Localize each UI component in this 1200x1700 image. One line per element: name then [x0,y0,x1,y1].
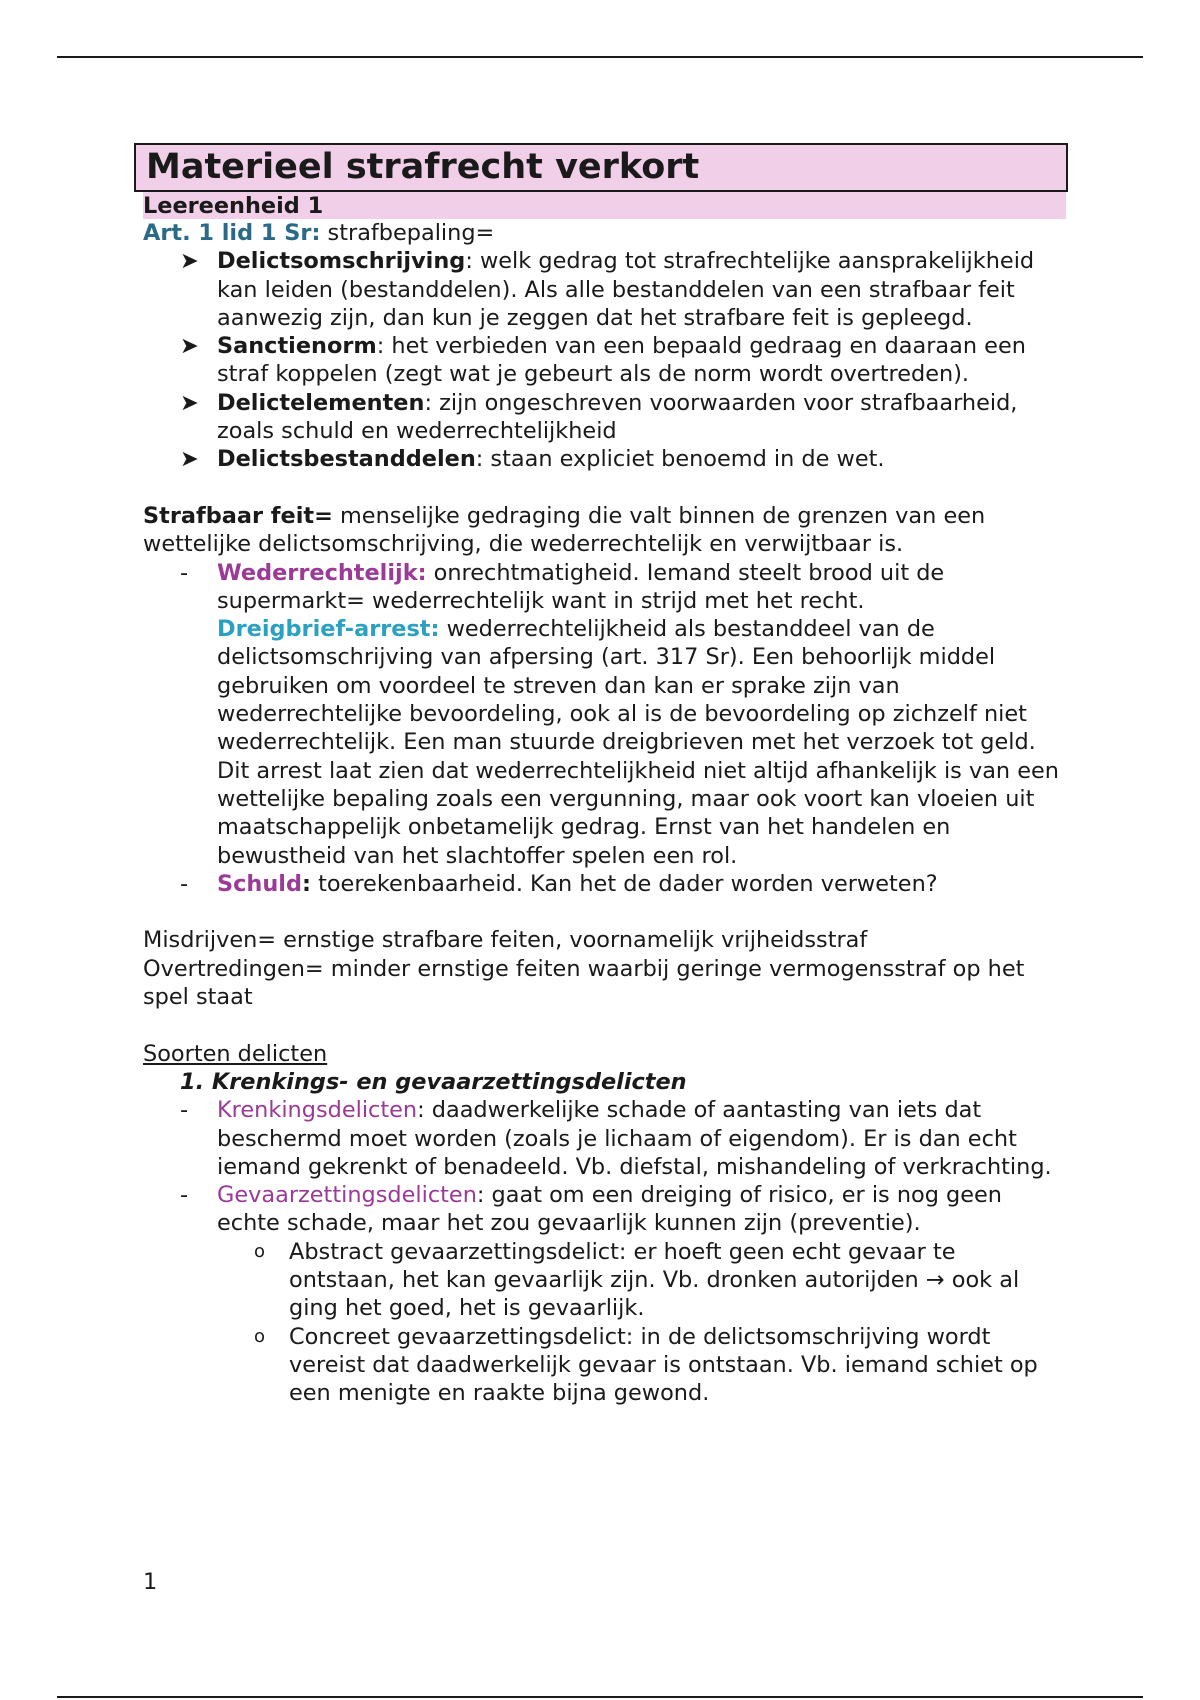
article-reference: Art. 1 lid 1 Sr: [143,220,321,246]
document-title: Materieel strafrecht verkort [146,147,700,187]
dreigbrief-arrest-text: wederrechtelijkheid als bestanddeel van de delictsomschrijving van afpersing (art. 317 Sr). Een behoorlijk middel gebruiken om voordeel te streven dan kan er sprake zijn van wederrechtelijke bevoordeling, ook al is de bevoordeling op zichzelf niet wederrechtelijk. Een man stuurde dreigbrieven met het verzoek tot geld. Dit arrest laat zien dat wederrechtelijkheid niet altijd afhankelijk is van een wettelijke bepaling zoals een vergunning, maar ook voort kan vloeien uit maatschappelijk onbetamelijk gedrag. Ernst van het handelen en bewustheid van het slachtoffer spelen een rol. [217,616,1059,869]
definition-text: : welk gedrag tot strafrechtelijke aansprakelijkheid kan leiden (bestanddelen). Als alle bestanddelen van een strafbaar feit aanwezig zijn, dan kun je zeggen dat het strafbare feit is gepleegd. [217,248,1035,331]
article-line [143,219,1063,247]
circle-bullet-icon: o [254,1240,266,1262]
gevaarzettingsdelicten-item [143,1181,1063,1238]
definition-item [143,332,1063,389]
numbered-heading [143,1068,1063,1096]
document-body [143,143,1063,1407]
dreigbrief-arrest-term: Dreigbrief-arrest: [217,616,440,643]
dash-bullet-icon: - [180,559,189,586]
spacer [143,474,1063,502]
schuld-text: toerekenbaarheid. Kan het de dader worden verweten? [310,870,938,897]
strafbaar-feit-term: Strafbaar feit= [143,502,333,529]
abstract-text: Abstract gevaarzettingsdelict: er hoeft geen echt gevaar te ontstaan, het kan gevaarlijk zijn. Vb. dronken autorijden → ook al ging het goed, het is gevaarlijk. [289,1238,1020,1322]
heading-text: Krenkings- en gevaarzettingsdelicten [211,1068,687,1095]
schuld-colon: : [301,870,311,897]
heading-number: 1. [180,1068,205,1095]
abstract-subitem [143,1238,1063,1323]
spacer [143,1011,1063,1039]
strafbaar-feit-paragraph [143,502,1063,559]
dash-bullet-icon: - [180,1182,189,1209]
definition-text: : zijn ongeschreven voorwaarden voor strafbaarheid, zoals schuld en wederrechtelijkheid [217,389,1018,445]
overtredingen-line: Overtredingen= minder ernstige feiten waarbij geringe vermogensstraf op het spel staat [143,955,1025,1011]
arrow-bullet-icon: ➤ [180,446,199,473]
misdrijven-line: Misdrijven= ernstige strafbare feiten, voornamelijk vrijheidsstraf [143,927,868,954]
page-number: 1 [143,1569,158,1595]
definition-item [143,389,1063,446]
gevaarzettingsdelicten-text: : gaat om een dreiging of risico, er is nog geen echte schade, maar het zou gevaarlijk kunnen zijn (preventie). [217,1182,1002,1237]
dash-bullet-icon: - [180,870,189,897]
concreet-subitem [143,1323,1063,1408]
title-box [134,143,1068,192]
arrow-bullet-icon: ➤ [180,333,199,360]
circle-bullet-icon: o [254,1325,266,1347]
section-subtitle: Leereenheid 1 [143,192,1066,219]
definition-term: Delictsbestanddelen [217,446,476,473]
schuld-item [143,870,1063,898]
article-text: strafbepaling= [320,220,495,246]
krenkingsdelicten-term: Krenkingsdelicten [217,1097,418,1124]
definition-term: Sanctienorm [217,333,377,360]
definition-item [143,247,1063,332]
wederrechtelijk-item [143,559,1063,870]
dash-bullet-icon: - [180,1097,189,1124]
definition-item [143,445,1063,473]
krenkingsdelicten-item [143,1096,1063,1181]
concreet-text: Concreet gevaarzettingsdelict: in de delictsomschrijving wordt vereist dat daadwerkelijk gevaar is ontstaan. Vb. iemand schiet op een menigte en raakte bijna gewond. [289,1323,1038,1407]
definition-text: : staan expliciet benoemd in de wet. [475,446,885,473]
definition-term: Delictsomschrijving [217,248,466,275]
arrow-bullet-icon: ➤ [180,248,199,275]
gevaarzettingsdelicten-term: Gevaarzettingsdelicten [217,1182,477,1209]
schuld-term: Schuld [217,870,302,897]
page-bottom-rule [57,1696,1143,1698]
soorten-delicten-heading: Soorten delicten [143,1040,328,1067]
arrow-bullet-icon: ➤ [180,389,199,416]
wederrechtelijk-text: onrechtmatigheid. Iemand steelt brood uit de supermarkt= wederrechtelijk want in strijd met het recht. [217,559,945,614]
wederrechtelijk-term: Wederrechtelijk: [217,559,427,586]
definition-text: : het verbieden van een bepaald gedraag en daaraan een straf koppelen (zegt wat je gebeurt als de norm wordt overtreden). [217,333,1026,388]
krenkingsdelicten-text: : daadwerkelijke schade of aantasting van iets dat beschermd moet worden (zoals je lichaam of eigendom). Er is dan echt iemand gekrenkt of benadeeld. Vb. diefstal, mishandeling of verkrachting. [217,1097,1052,1180]
spacer [143,898,1063,926]
page-top-rule [57,56,1143,58]
definition-term: Delictelementen [217,389,425,416]
strafbaar-feit-text: menselijke gedraging die valt binnen de grenzen van een wettelijke delictsomschrijving, die wederrechtelijk en verwijtbaar is. [143,502,986,558]
